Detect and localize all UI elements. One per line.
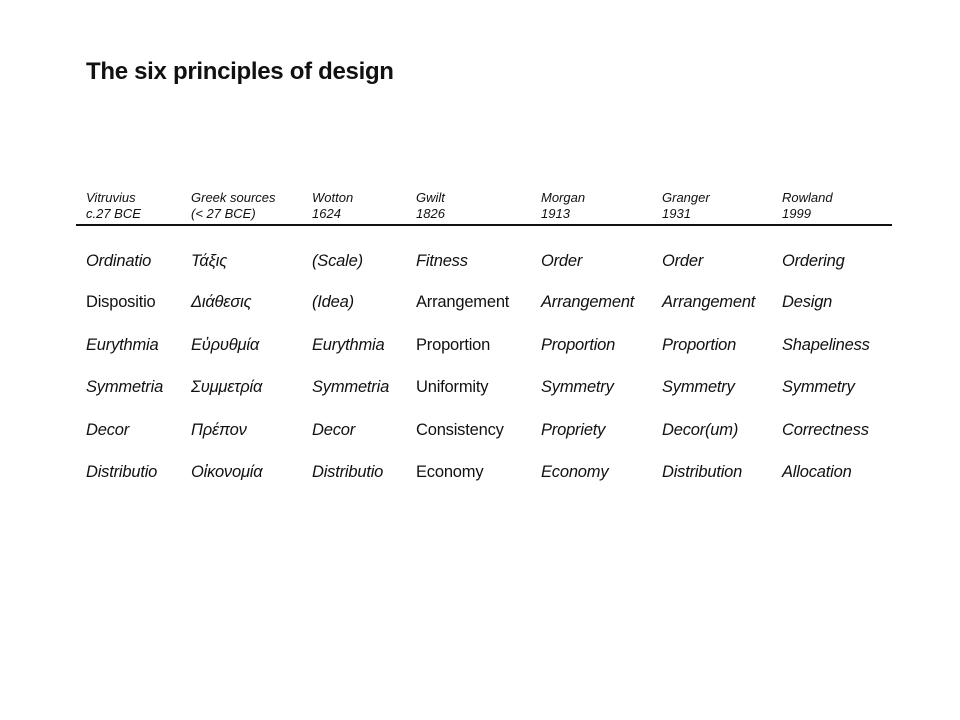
table-cell: Shapeliness [782,336,870,354]
table-cell: Arrangement [662,293,756,311]
table-cell: Τάξις [191,252,228,270]
table-cell: (Scale) [312,252,363,270]
table-cell: Consistency [416,421,504,439]
column-header-granger [662,190,710,222]
table-row [86,419,892,443]
column-header-date: (< 27 BCE) [191,206,256,221]
column-header-date: 1931 [662,206,691,221]
table-cell: Eurythmia [312,336,385,354]
table-cell: Proportion [541,336,616,354]
principles-table [86,190,892,481]
table-header-row [86,190,892,224]
table-cell: Propriety [541,421,606,439]
table-cell: Distributio [312,463,384,481]
column-header-date: 1913 [541,206,570,221]
table-cell: Eurythmia [86,336,159,354]
column-header-gwilt [416,190,445,222]
column-header-morgan [541,190,585,222]
table-cell: Order [662,252,704,270]
table-cell: Arrangement [541,293,635,311]
table-row [86,291,892,315]
table-cell: Correctness [782,421,869,439]
table-cell: Proportion [416,336,491,354]
header-divider [76,224,892,226]
table-cell: Symmetry [782,378,855,396]
table-cell: Arrangement [416,293,510,311]
table-cell: Allocation [782,463,852,481]
table-cell: Πρέπον [191,421,247,439]
table-cell: Συμμετρία [191,378,263,396]
column-header-greek-sources [191,190,276,222]
table-cell: Symmetry [662,378,735,396]
column-header-date: 1624 [312,206,341,221]
table-cell: Symmetria [86,378,164,396]
table-row [86,461,892,485]
table-cell: Fitness [416,252,468,270]
page-title: The six principles of design [86,58,394,85]
table-cell: Εὐρυθμία [191,336,260,354]
table-cell: Distribution [662,463,743,481]
table-cell: Decor(um) [662,421,739,439]
table-cell: Distributio [86,463,158,481]
table-cell: Economy [541,463,609,481]
table-row [86,334,892,358]
column-header-rowland [782,190,833,222]
table-cell: Decor [312,421,356,439]
table-cell: Economy [416,463,484,481]
column-header-name: Rowland [782,190,833,205]
table-cell: Dispositio [86,293,156,311]
column-header-name: Gwilt [416,190,445,205]
column-header-name: Morgan [541,190,586,205]
table-cell: Uniformity [416,378,489,396]
column-header-name: Greek sources [191,190,276,205]
table-cell: Design [782,293,833,311]
table-cell: Οἰκονομία [191,463,263,481]
column-header-wotton [312,190,353,222]
column-header-date: 1826 [416,206,445,221]
column-header-name: Granger [662,190,710,205]
table-cell: Proportion [662,336,737,354]
column-header-vitruvius [86,190,141,222]
column-header-date: 1999 [782,206,811,221]
column-header-name: Wotton [312,190,354,205]
table-row [86,250,892,274]
column-header-name: Vitruvius [86,190,136,205]
table-cell: Decor [86,421,130,439]
table-cell: Διάθεσις [191,293,252,311]
table-cell: (Idea) [312,293,354,311]
table-cell: Ordinatio [86,252,152,270]
table-cell: Symmetry [541,378,614,396]
table-cell: Ordering [782,252,845,270]
table-cell: Order [541,252,583,270]
table-cell: Symmetria [312,378,390,396]
column-header-date: c.27 BCE [86,206,141,221]
table-row [86,376,892,400]
